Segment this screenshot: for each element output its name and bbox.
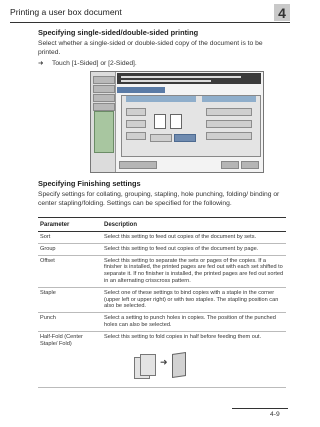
- half-fold-illustration: [134, 351, 192, 381]
- table-cell-description: Select this setting to feed out copies of the document by page.: [102, 243, 286, 255]
- table-header-row: [38, 218, 286, 232]
- table-cell-parameter: Offset: [38, 255, 102, 287]
- table-row: [38, 287, 286, 312]
- table-cell-description: Select this setting to feed out copies of the document by sets.: [102, 232, 286, 244]
- table-row: [38, 255, 286, 287]
- table-cell-description: [102, 331, 286, 387]
- panel-2-sided-button: [174, 134, 196, 142]
- table-cell-description-text: Select this setting to fold copies in half before feeding them out.: [104, 333, 262, 340]
- table-row: [38, 232, 286, 244]
- section-body-finishing: Specify settings for collating, grouping, stapling, hole punching, folding/ binding or center stapling/folding. Settings can be specified for the following.: [38, 191, 280, 207]
- panel-message-bar: [117, 73, 261, 84]
- table-row: [38, 243, 286, 255]
- table-header-parameter: Parameter: [38, 218, 102, 232]
- step-text: Touch [1-Sided] or [2-Sided].: [52, 60, 137, 67]
- panel-tab: [117, 87, 165, 93]
- folded-booklet-icon: [172, 352, 186, 378]
- table-cell-parameter: Staple: [38, 287, 102, 312]
- finishing-parameter-table: [38, 217, 286, 388]
- header-title: Printing a user box document: [10, 7, 122, 17]
- table-cell-description: Select one of these settings to bind copies with a staple in the corner (upper left or upper right) or with two staples. The stapling position can also be selected.: [102, 287, 286, 312]
- header-divider: [10, 22, 290, 23]
- table-cell-parameter: Punch: [38, 313, 102, 332]
- panel-left-menu: [91, 72, 116, 172]
- panel-menu-button: [93, 103, 115, 111]
- panel-menu-button: [93, 94, 115, 102]
- arrow-right-icon: ➜: [160, 356, 168, 367]
- section-title-single-double-sided: Specifying single-sided/double-sided printing: [38, 28, 199, 37]
- table-cell-parameter: Half-Fold (Center Staple/ Fold): [38, 331, 102, 387]
- footer-divider: [232, 408, 288, 409]
- control-panel-screenshot: [90, 71, 264, 173]
- table-row: [38, 313, 286, 332]
- instruction-step: [38, 59, 137, 67]
- section-title-finishing: Specifying Finishing settings: [38, 179, 141, 188]
- page-header: [10, 4, 290, 22]
- chapter-number-badge: 4: [274, 4, 290, 21]
- panel-preview-thumbnail: [94, 111, 114, 153]
- table-cell-description: Select a setting to punch holes in copies. The position of the punched holes can also be selected.: [102, 313, 286, 332]
- panel-menu-button: [93, 85, 115, 93]
- page-number: 4-9: [270, 411, 280, 418]
- panel-footer: [117, 158, 261, 170]
- table-cell-parameter: Group: [38, 243, 102, 255]
- panel-settings-area: [121, 95, 261, 157]
- section-body-single-double-sided: Select whether a single-sided or double-sided copy of the document is to be printed.: [38, 40, 263, 56]
- table-cell-description: Select this setting to separate the sets or pages of the copies. If a finisher is installed, the printed pages are fed out with each set shifted to separate it. If no finisher is installed, the printed pages are fed out sorted in an alternating crisscross pattern.: [102, 255, 286, 287]
- table-header-description: Description: [102, 218, 286, 232]
- step-arrow-icon: ➜: [38, 60, 44, 67]
- table-row: [38, 331, 286, 387]
- table-cell-parameter: Sort: [38, 232, 102, 244]
- panel-menu-button: [93, 76, 115, 84]
- panel-1-sided-button: [150, 134, 172, 142]
